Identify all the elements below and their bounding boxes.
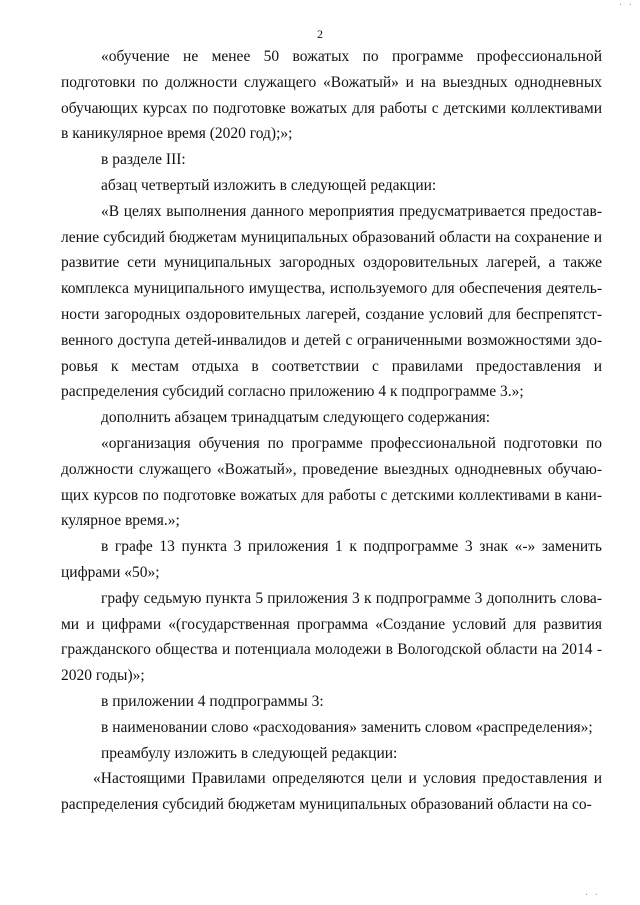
paragraph-preamble: преамбулу изложить в следующей редакции: bbox=[101, 744, 398, 762]
paragraph-appendix-4: в приложении 4 подпрограммы 3: bbox=[101, 692, 324, 710]
paragraph-column-seven: графу седьмую пункта 5 приложения 3 к подпрограмме 3 дополнить словами и цифрами «(государственная программа «Создание условий для развития гражданского общества и потенциала молодежи в Вологодской области на 2014 - 2020 годы)»; bbox=[61, 589, 602, 685]
paragraph-column-13: в графе 13 пункта 3 приложения 1 к подпрограмме 3 знак «-» заменить цифрами «50»; bbox=[61, 538, 602, 581]
paragraph-subsidies-quote: «В целях выполнения данного мероприятия предусматривается предоставление субсидий бюджетам муниципальных образований области на сохранение и развитие сети муниципальных загородных оздоровительных лагерей, а также комплекса муниципального имущества, используемого для обеспечения деятельности загородных оздоровительных лагерей, создание условий для беспрепятственного доступа детей-инвалидов и детей с ограниченными возможностями здоровья к местам отдыха в соответствии с правилами предоставления и распределения субсидий согласно приложению 4 к подпрограмме 3.»; bbox=[61, 202, 602, 401]
paragraph-section-iii: в разделе III: bbox=[101, 151, 186, 169]
page-number: 2 bbox=[317, 27, 323, 41]
paragraph-training-organization: «организация обучения по программе профессиональной подготовки по должности служащего «Вожатый», проведение выездных однодневных обучающих курсов по подготовке вожатых для работы с детскими коллективами в каникулярное время.»; bbox=[61, 434, 602, 530]
paragraph-rules-quote: «Настоящими Правилами определяются цели и условия предоставления и распределения субсидий бюджетам муниципальных образований области на со- bbox=[61, 770, 602, 814]
paragraph-training-quote: «обучение не менее 50 вожатых по программе профессиональной подготовки по должности служащего «Вожатый» и на выездных однодневных обучающих курсах по подготовке вожатых для работы с детскими коллективами в каникулярное время (2020 год);»; bbox=[61, 48, 602, 143]
paragraph-fourth-abzats: абзац четвертый изложить в следующей редакции: bbox=[101, 176, 437, 194]
scan-mark-bottom: · · bbox=[584, 890, 600, 901]
paragraph-naming: в наименовании слово «расходования» заменить словом «распределения»; bbox=[101, 718, 593, 736]
document-body bbox=[61, 44, 602, 818]
scan-mark-top: · · bbox=[618, 0, 634, 11]
paragraph-add-thirteenth: дополнить абзацем тринадцатым следующего содержания: bbox=[101, 409, 491, 427]
